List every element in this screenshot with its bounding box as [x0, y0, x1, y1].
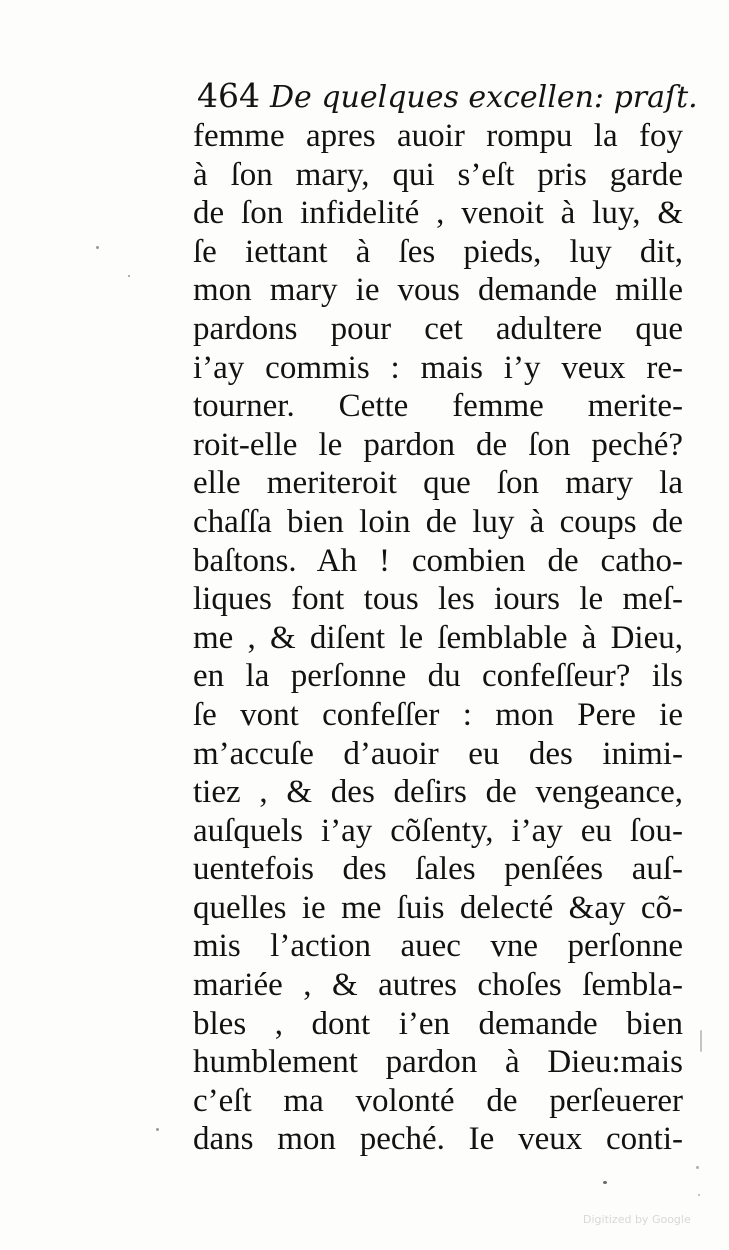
text-line: m’accuſe d’auoir eu des inimi-	[193, 735, 683, 772]
scan-speck	[698, 1194, 700, 1196]
text-line: bles , dont i’en demande bien	[193, 1005, 683, 1042]
text-line: femme apres auoir rompu la foy	[193, 118, 683, 154]
text-line: baſtons. Ah ! combien de catho-	[193, 542, 683, 579]
running-header	[197, 76, 698, 115]
text-line: mis l’action auec vne perſonne	[193, 928, 683, 965]
text-line: roit-elle le pardon de ſon peché?	[193, 426, 683, 463]
digitization-watermark: Digitized by Google	[583, 1213, 691, 1226]
text-line: me , & diſent le ſemblable à Dieu,	[193, 619, 683, 656]
text-line: mariée , & autres choſes ſembla-	[193, 967, 683, 1004]
text-line: chaſſa bien loin de luy à coups de	[193, 503, 683, 540]
text-line: c’eſt ma volonté de perſeuerer	[193, 1082, 683, 1119]
text-line: liques font tous les iours le meſ-	[193, 581, 683, 618]
text-line: ſe iettant à ſes pieds, luy dit,	[193, 233, 683, 270]
body-text	[193, 117, 683, 1159]
scan-speck	[603, 1181, 607, 1184]
text-line: pardons pour cet adultere que	[193, 310, 683, 347]
text-line: humblement pardon à Dieu:mais	[193, 1044, 683, 1081]
text-line: quelles ie me ſuis delecté &ay cõ-	[193, 889, 683, 926]
text-line: uentefois des ſales penſées auſ-	[193, 851, 683, 888]
text-line: dans mon peché. Ie veux conti-	[193, 1121, 683, 1158]
text-line: à ſon mary, qui s’eſt pris garde	[193, 156, 683, 193]
text-line: tourner. Cette femme merite-	[193, 388, 683, 425]
scan-speck	[156, 1128, 159, 1131]
text-line: de ſon infidelité , venoit à luy, &	[193, 195, 683, 232]
text-line: auſquels i’ay cõſenty, i’ay eu ſou-	[193, 812, 683, 849]
scan-speck	[128, 275, 130, 277]
text-line: ſe vont confeſſer : mon Pere ie	[193, 696, 683, 733]
text-line: en la perſonne du confeſſeur? ils	[193, 658, 683, 695]
text-line: mon mary ie vous demande mille	[193, 272, 683, 309]
scan-speck	[96, 246, 99, 249]
text-line: i’ay commis : mais i’y veux re-	[193, 349, 683, 386]
scan-speck	[696, 1166, 699, 1169]
scan-speck	[700, 1030, 702, 1052]
text-line: tiez , & des deſirs de vengeance,	[193, 774, 683, 811]
page-number: 464	[197, 76, 260, 115]
text-line: elle meriteroit que ſon mary la	[193, 465, 683, 502]
running-title: De quelques excellen: praſt.	[270, 80, 698, 115]
